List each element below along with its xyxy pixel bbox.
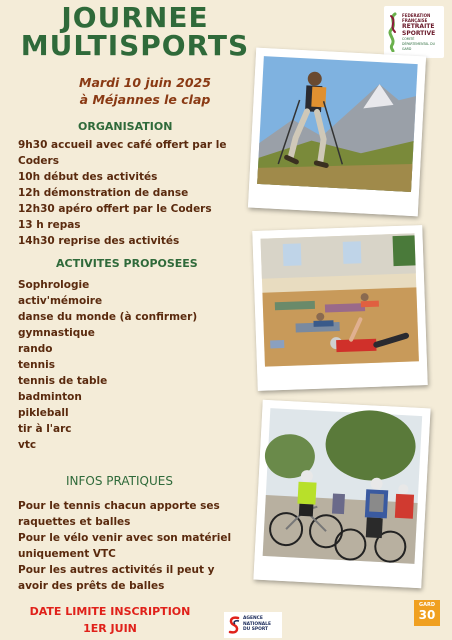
info-line: raquettes et balles: [18, 516, 131, 528]
ans-logo-mark-icon: [227, 615, 241, 635]
ffrs-logo-mark-icon: [387, 12, 399, 52]
organisation-line: 12h démonstration de danse: [18, 187, 189, 199]
gard-logo-line-1: GARD: [419, 602, 435, 608]
ans-line-3: DU SPORT: [243, 627, 269, 632]
ans-line-1: AGENCE: [243, 616, 263, 621]
organisation-heading: ORGANISATION: [78, 120, 173, 133]
activity-item: Sophrologie: [18, 279, 90, 291]
ffrs-line-2: RETRAITE: [402, 23, 435, 30]
activity-item: tennis: [18, 359, 55, 371]
activity-item: tir à l'arc: [18, 423, 72, 435]
activity-item: rando: [18, 343, 53, 355]
ffrs-line-4: COMITÉ DÉPARTEMENTAL DU GARD: [402, 37, 435, 51]
gard-logo: [414, 600, 440, 626]
organisation-line: 13 h repas: [18, 219, 81, 231]
ffrs-line-1: FEDERATION FRANÇAISE: [402, 13, 431, 23]
event-date: Mardi 10 juin 2025: [79, 75, 211, 90]
title-line-2: MULTISPORTS: [20, 29, 250, 62]
ffrs-logo: [384, 6, 444, 58]
infos-list: [18, 498, 248, 594]
ffrs-line-3: SPORTIVE: [402, 30, 436, 37]
hiking-photo-image: [248, 48, 426, 217]
hiking-photo: [248, 48, 426, 217]
activity-item: tennis de table: [18, 375, 108, 387]
activity-item: vtc: [18, 439, 37, 451]
infos-heading: INFOS PRATIQUES: [66, 474, 173, 488]
cycling-photo-image: [253, 400, 430, 589]
organisation-line: Coders: [18, 155, 59, 167]
organisation-line: 14h30 reprise des activités: [18, 235, 180, 247]
gym-photo-image: [252, 225, 427, 391]
activity-item: pikleball: [18, 407, 69, 419]
info-line: uniquement VTC: [18, 548, 116, 560]
event-date-place: [30, 74, 260, 108]
gard-logo-line-2: 30: [418, 608, 436, 622]
title-line-1: JOURNEE: [61, 1, 209, 34]
activity-item: activ'mémoire: [18, 295, 103, 307]
info-line: avoir des prêts de balles: [18, 580, 165, 592]
organisation-list: [18, 137, 226, 249]
cycling-photo: [253, 400, 430, 589]
gym-photo: [252, 225, 427, 391]
deadline-line-2: 1ER JUIN: [83, 622, 137, 635]
organisation-line: 10h début des activités: [18, 171, 158, 183]
organisation-line: 9h30 accueil avec café offert par le: [18, 139, 227, 151]
activites-list: [18, 277, 197, 453]
ans-line-2: NATIONALE: [243, 621, 271, 627]
activity-item: danse du monde (à confirmer): [18, 311, 198, 323]
event-place: à Méjannes le clap: [79, 92, 211, 107]
page-title: [0, 1, 270, 62]
organisation-line: 12h30 apéro offert par le Coders: [18, 203, 212, 215]
deadline-line-1: DATE LIMITE INSCRIPTION: [29, 605, 191, 618]
activity-item: gymnastique: [18, 327, 95, 339]
info-line: Pour les autres activités il peut y: [18, 564, 215, 576]
ans-logo: [224, 612, 282, 638]
activity-item: badminton: [18, 391, 82, 403]
info-line: Pour le vélo venir avec son matériel: [18, 532, 232, 544]
registration-deadline: [20, 603, 200, 637]
activites-heading: ACTIVITES PROPOSEES: [56, 257, 198, 270]
info-line: Pour le tennis chacun apporte ses: [18, 500, 220, 512]
